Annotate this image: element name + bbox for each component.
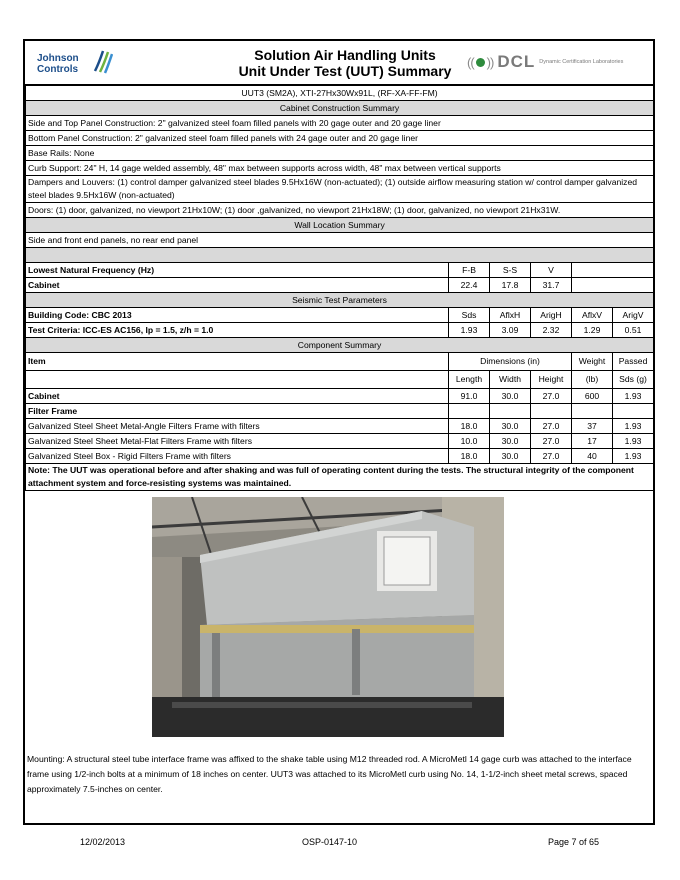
seismic-header: Sds [449, 308, 490, 323]
component-weight: 17 [572, 434, 613, 449]
report-title [225, 47, 465, 80]
seismic-value: 0.51 [613, 323, 654, 338]
seismic-header: AflxV [572, 308, 613, 323]
component-row-label: Galvanized Steel Sheet Metal-Angle Filters Frame with filters [26, 419, 449, 434]
building-code: Building Code: CBC 2013 [26, 308, 449, 323]
signal-waves-left-icon: (( [467, 54, 474, 70]
cabinet-line: Dampers and Louvers: (1) control damper galvanized steel blades 9.5Hx16W (non-actuated); (1) outside airflow measuring station w/ control damper galvanized steel blades 9.5Hx16W (non-actuated) [26, 176, 654, 203]
frequency-header: F-B [449, 263, 490, 278]
component-sds: 1.93 [613, 449, 654, 464]
empty-cell [26, 371, 449, 389]
item-header: Item [26, 353, 449, 371]
seismic-value: 1.93 [449, 323, 490, 338]
mounting-description: Mounting: A structural steel tube interface frame was affixed to the shake table using M12 threaded rod. A MicroMetl 14 gage curb was attached to the interface frame using 1/2-inch bolts at a minimum of 18 inches on center. UUT3 was attached to its MicroMetl curb using No. 14, 1-1/2-inch sheet metal screws, spaced approximately 7.5-inches on center. [27, 754, 632, 794]
component-sds: 1.93 [613, 389, 654, 404]
test-note: Note: The UUT was operational before and after shaking and was full of operating content during the tests. The structural integrity of the component attachment system and force-resisting systems was maintained. [26, 464, 654, 491]
component-width: 30.0 [490, 434, 531, 449]
component-length: 10.0 [449, 434, 490, 449]
weight-unit: (lb) [572, 371, 613, 389]
signal-waves-right-icon: )) [486, 54, 494, 70]
frequency-label: Lowest Natural Frequency (Hz) [26, 263, 449, 278]
component-height: 27.0 [531, 419, 572, 434]
component-width: 30.0 [490, 449, 531, 464]
footer-doc-number: OSP-0147-10 [302, 837, 358, 847]
component-height: 27.0 [531, 449, 572, 464]
component-width: 30.0 [490, 389, 531, 404]
passed-header: Passed [613, 353, 654, 371]
uut-photo-illustration [152, 497, 504, 737]
empty-cell [531, 404, 572, 419]
dcl-mark: DCL [497, 52, 536, 71]
dcl-logo [467, 51, 653, 73]
component-weight: 37 [572, 419, 613, 434]
component-heading: Component Summary [26, 338, 654, 353]
frequency-header: S-S [490, 263, 531, 278]
cabinet-line: Bottom Panel Construction: 2" galvanized steel foam filled panels with 24 gage outer and 20 gage liner [26, 131, 654, 146]
frequency-row-label: Cabinet [26, 278, 449, 293]
component-length: 18.0 [449, 449, 490, 464]
title-line-2: Unit Under Test (UUT) Summary [238, 63, 452, 79]
component-row-label: Cabinet [26, 389, 449, 404]
component-sds: 1.93 [613, 419, 654, 434]
seismic-heading: Seismic Test Parameters [26, 293, 654, 308]
uut-photo [152, 497, 504, 737]
wall-line: Side and front end panels, no rear end panel [26, 233, 654, 248]
company-line-2: Controls [37, 64, 79, 75]
cabinet-line: Doors: (1) door, galvanized, no viewport 21Hx10W; (1) door ,galvanized, no viewport 21Hx18W; (1) door, galvanized, no viewport 21Hx31W. [26, 203, 654, 218]
wall-heading: Wall Location Summary [26, 218, 654, 233]
component-weight: 600 [572, 389, 613, 404]
dimension-subheader: Length [449, 371, 490, 389]
company-name [37, 53, 79, 75]
cabinet-line: Side and Top Panel Construction: 2" galvanized steel foam filled panels with 20 gage outer and 20 gage liner [26, 116, 654, 131]
component-length: 91.0 [449, 389, 490, 404]
empty-cell [449, 404, 490, 419]
component-height: 27.0 [531, 434, 572, 449]
component-weight: 40 [572, 449, 613, 464]
cabinet-line: Curb Support: 24" H, 14 gage welded assembly, 48" max between supports across width, 48" max between vertical supports [26, 161, 654, 176]
filter-frame-label: Filter Frame [26, 404, 449, 419]
dimensions-header: Dimensions (in) [449, 353, 572, 371]
report-frame [23, 39, 655, 825]
component-length: 18.0 [449, 419, 490, 434]
seismic-header: ArigV [613, 308, 654, 323]
weight-header: Weight [572, 353, 613, 371]
frequency-value: 22.4 [449, 278, 490, 293]
frequency-value: 31.7 [531, 278, 572, 293]
empty-cell [572, 278, 654, 293]
seismic-header: ArigH [531, 308, 572, 323]
passed-unit: Sds (g) [613, 371, 654, 389]
jc-swoosh-icon [91, 49, 113, 75]
empty-cell [613, 404, 654, 419]
empty-cell [572, 263, 654, 278]
component-row-label: Galvanized Steel Box - Rigid Filters Frame with filters [26, 449, 449, 464]
frequency-header: V [531, 263, 572, 278]
empty-cell [572, 404, 613, 419]
company-line-1: Johnson [37, 53, 79, 64]
component-sds: 1.93 [613, 434, 654, 449]
test-criteria: Test Criteria: ICC-ES AC156, Ip = 1.5, z/h = 1.0 [26, 323, 449, 338]
summary-table [25, 85, 654, 491]
spacer-band [26, 248, 654, 263]
seismic-header: AflxH [490, 308, 531, 323]
dimension-subheader: Width [490, 371, 531, 389]
empty-cell [490, 404, 531, 419]
footer-page: Page 7 of 65 [548, 837, 600, 847]
dimension-subheader: Height [531, 371, 572, 389]
dcl-subtitle: Dynamic Certification Laboratories [539, 59, 624, 65]
seismic-value: 3.09 [490, 323, 531, 338]
frequency-value: 17.8 [490, 278, 531, 293]
green-dot-icon [476, 58, 485, 67]
seismic-value: 1.29 [572, 323, 613, 338]
cabinet-line: Base Rails: None [26, 146, 654, 161]
footer-date: 12/02/2013 [80, 837, 126, 847]
component-row-label: Galvanized Steel Sheet Metal-Flat Filters Frame with filters [26, 434, 449, 449]
component-height: 27.0 [531, 389, 572, 404]
uut-designation: UUT3 (SM2A), XTI-27Hx30Wx91L, (RF-XA-FF-FM) [26, 86, 654, 101]
component-width: 30.0 [490, 419, 531, 434]
cabinet-heading: Cabinet Construction Summary [26, 101, 654, 116]
johnson-controls-logo [37, 49, 127, 79]
report-header [25, 41, 653, 85]
seismic-value: 2.32 [531, 323, 572, 338]
title-line-1: Solution Air Handling Units [254, 47, 436, 63]
